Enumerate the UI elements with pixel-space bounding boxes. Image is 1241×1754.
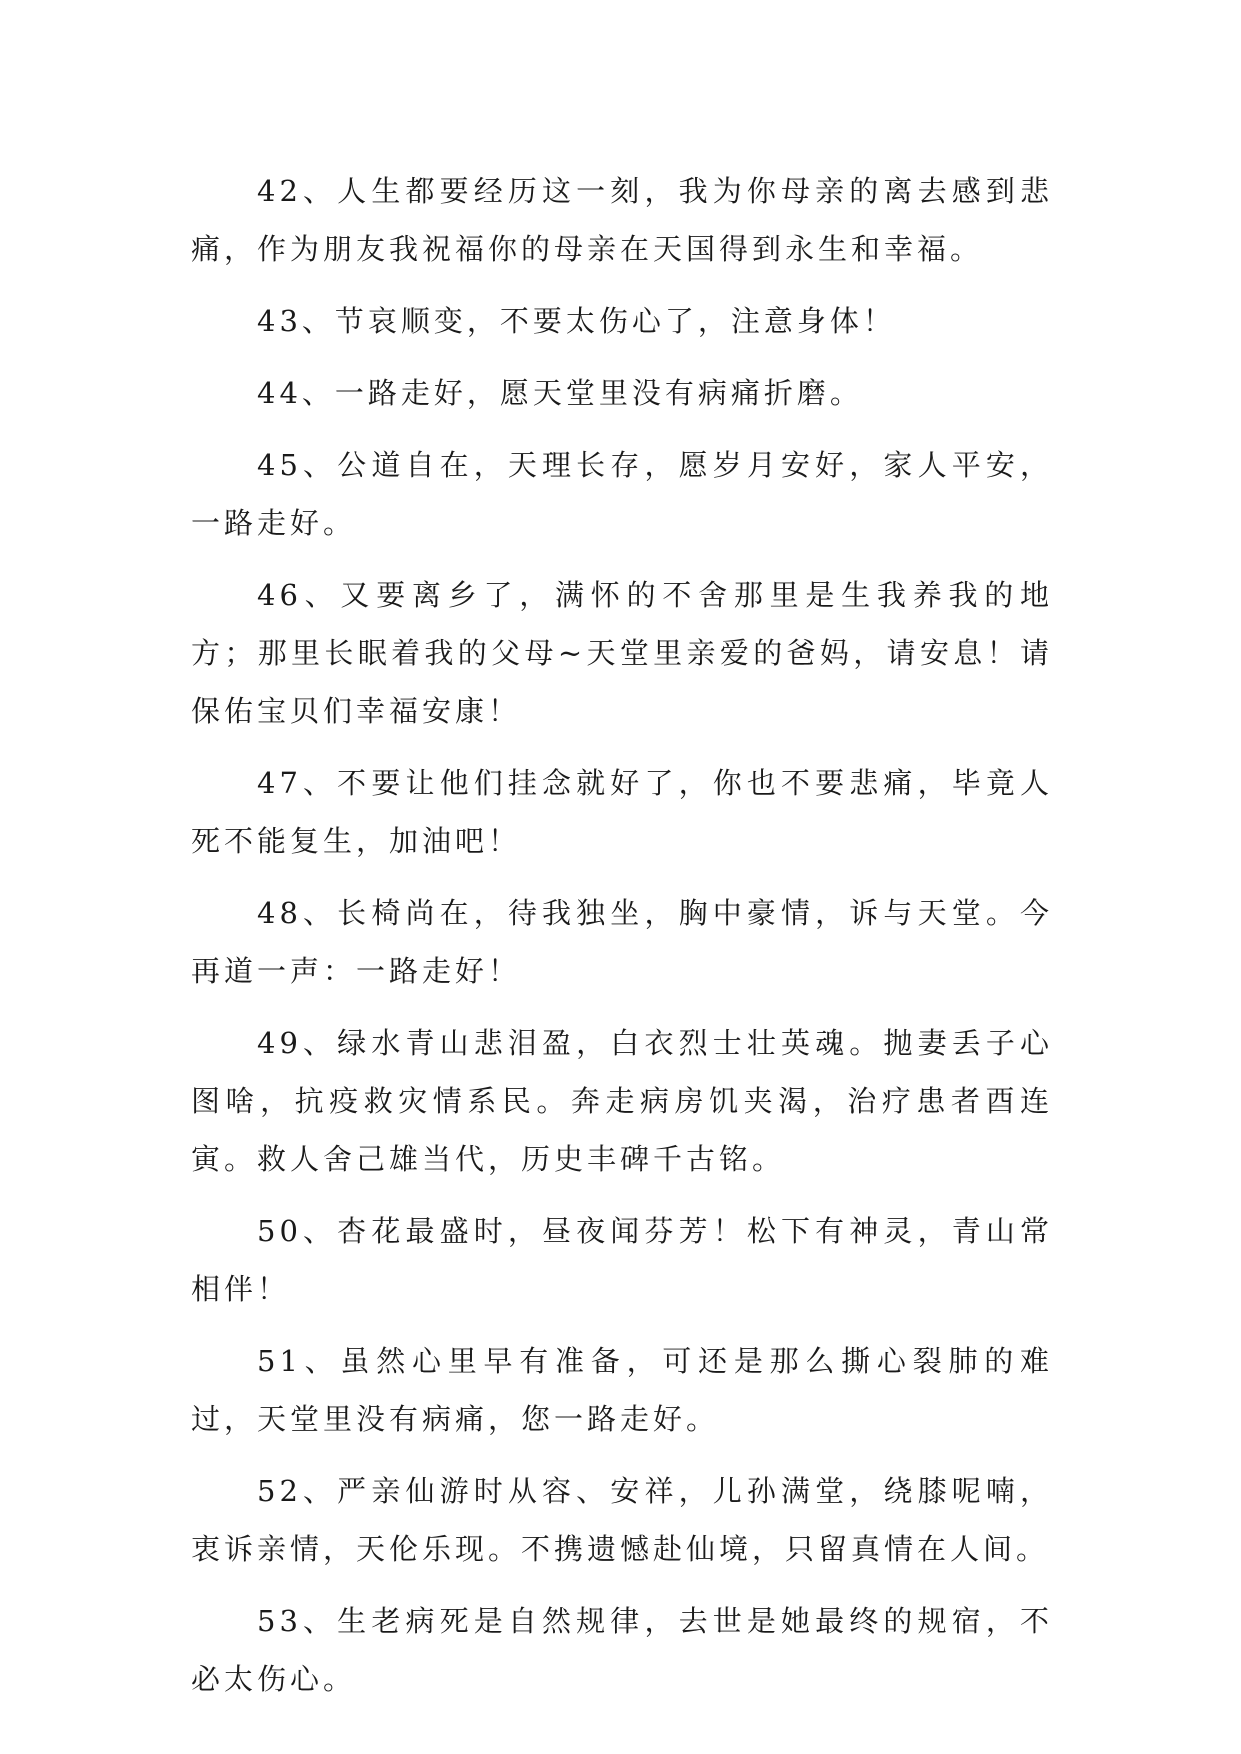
- paragraph-50: 50、杏花最盛时，昼夜闻芬芳！松下有神灵，青山常相伴！: [191, 1214, 1053, 1306]
- paragraph-46: 46、又要离乡了，满怀的不舍那里是生我养我的地方；那里长眠着我的父母~天堂里亲爱的爸妈，请安息！请保佑宝贝们幸福安康！: [191, 578, 1053, 728]
- paragraph-43: 43、节哀顺变，不要太伤心了，注意身体！: [257, 304, 896, 338]
- paragraph-48: 48、长椅尚在，待我独坐，胸中豪情，诉与天堂。今再道一声：一路走好！: [191, 896, 1053, 988]
- paragraph-42: 42、人生都要经历这一刻，我为你母亲的离去感到悲痛，作为朋友我祝福你的母亲在天国得到永生和幸福。: [191, 174, 1053, 266]
- paragraph-49: 49、绿水青山悲泪盈，白衣烈士壮英魂。抛妻丢子心图啥，抗疫救灾情系民。奔走病房饥夹渴，治疗患者酉连寅。救人舍己雄当代，历史丰碑千古铭。: [191, 1026, 1053, 1176]
- paragraph-52: 52、严亲仙游时从容、安祥，儿孙满堂，绕膝呢喃，衷诉亲情，天伦乐现。不携遗憾赴仙境，只留真情在人间。: [191, 1474, 1053, 1566]
- paragraph-51: 51、虽然心里早有准备，可还是那么撕心裂肺的难过，天堂里没有病痛，您一路走好。: [191, 1344, 1053, 1436]
- paragraph-45: 45、公道自在，天理长存，愿岁月安好，家人平安，一路走好。: [191, 448, 1053, 540]
- paragraph-44: 44、一路走好，愿天堂里没有病痛折磨。: [257, 376, 863, 410]
- document-body: [191, 162, 1053, 1722]
- paragraph-47: 47、不要让他们挂念就好了，你也不要悲痛，毕竟人死不能复生，加油吧！: [191, 766, 1053, 858]
- paragraph-53: 53、生老病死是自然规律，去世是她最终的规宿，不必太伤心。: [191, 1604, 1053, 1696]
